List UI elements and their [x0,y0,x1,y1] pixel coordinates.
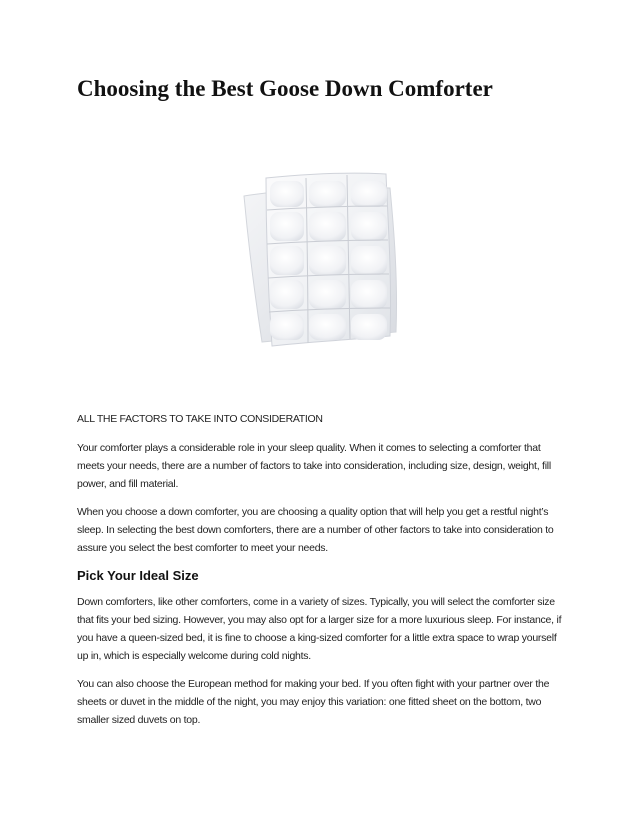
size-paragraph-2: You can also choose the European method for making your bed. If you often fight with your partner over the sheets or duvet in the middle of the night, you may enjoy this variation: one fitted sheet on the bottom, two smaller sized duvets on top. [77,678,550,726]
baffle-puff [351,280,387,309]
baffle-puff [270,280,304,309]
comforter-image [222,160,412,360]
size-heading: Pick Your Ideal Size [77,568,199,583]
baffle-puff [351,212,387,241]
baffle-puff [309,314,346,340]
baffle-puff [351,246,387,275]
size-paragraph-1: Down comforters, like other comforters, come in a variety of sizes. Typically, you will select the comforter size that fits your bed sizing. However, you may also opt for a larger size for a more luxurious sleep. For instance, if you have a queen-sized bed, it is fine to choose a king-sized comforter for a little extra space to wrap yourself up in, which is especially welcome during cold nights. [77,596,562,662]
baffle-puff [309,246,346,275]
baffle-puff [309,212,346,241]
page-title: Choosing the Best Goose Down Comforter [77,76,493,101]
intro-paragraph-1: Your comforter plays a considerable role in your sleep quality. When it comes to selecting a comforter that meets your needs, there are a number of factors to take into consideration, including size, design, weight, fill power, and fill material. [77,442,551,490]
baffle-puff [309,280,346,309]
baffle-puff [270,181,304,207]
baffle-puff [309,181,346,207]
baffle-puff [351,314,387,340]
section-label: ALL THE FACTORS TO TAKE INTO CONSIDERATION [77,413,323,425]
baffle-puff [270,246,304,275]
comforter-illustration [222,160,412,360]
baffle-puff [270,314,304,340]
baffle-puff [270,212,304,241]
article-body [77,411,567,739]
intro-paragraph-2: When you choose a down comforter, you are choosing a quality option that will help you get a restful night’s sleep. In selecting the best down comforters, there are a number of other factors to take into consideration to assure you select the best comforter to meet your needs. [77,506,554,554]
baffle-puff [351,181,387,207]
comforter-baffles [270,181,387,340]
